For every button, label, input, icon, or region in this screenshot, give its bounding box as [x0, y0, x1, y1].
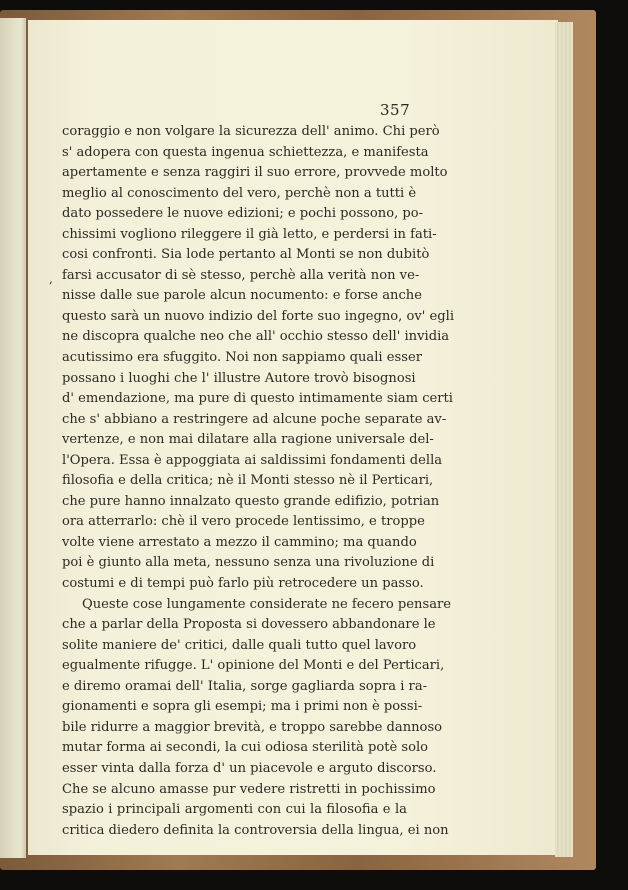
text-line: chissimi vogliono rileggere il già letto, e perdersi in fati-: [62, 226, 437, 242]
text-line: dato possedere le nuove edizioni; e pochi possono, po-: [62, 206, 424, 222]
paragraph-start-line: Queste cose lungamente considerate ne fecero pensare: [82, 596, 452, 612]
text-line: critica diedero definita la controversia della lingua, ei non: [62, 822, 449, 838]
text-line: coraggio e non volgare la sicurezza dell' animo. Chi però: [62, 124, 440, 139]
text-line: che s' abbiano a restringere ad alcune poche separate av-: [62, 411, 447, 427]
text-line: vertenze, e non mai dilatare alla ragione universale del-: [62, 432, 434, 448]
text-line: l'Opera. Essa è appoggiata ai saldissimi fondamenti della: [62, 452, 443, 468]
text-line: meglio al conoscimento del vero, perchè non a tutti è: [62, 185, 417, 201]
text-line: egualmente rifugge. L' opinione del Monti e del Perticari,: [62, 658, 445, 674]
left-page-edge: [0, 18, 26, 858]
text-line: che pure hanno innalzato questo grande edifizio, potrian: [62, 493, 440, 509]
text-line: volte viene arrestato a mezzo il cammino; ma quando: [62, 534, 417, 550]
text-line: ne discopra qualche neo che all' occhio stesso dell' invidia: [62, 329, 450, 345]
page-number: 357: [380, 101, 411, 119]
paragraph-end-line: costumi e di tempi può farlo più retrocedere un passo.: [62, 576, 424, 592]
text-line: gionamenti e sopra gli esempi; ma i primi non è possi-: [62, 699, 423, 715]
text-line: possano i luoghi che l' illustre Autore trovò bisognosi: [62, 370, 416, 386]
text-line: acutissimo era sfuggito. Noi non sappiamo quali esser: [62, 350, 422, 366]
text-line: e diremo oramai dell' Italia, sorge gagliarda sopra i ra-: [62, 678, 428, 694]
text-line: farsi accusator di sè stesso, perchè alla verità non ve-: [62, 267, 420, 283]
text-line: mutar forma ai secondi, la cui odiosa sterilità potè solo: [62, 740, 429, 756]
margin-mark: ,: [49, 272, 53, 286]
text-line: d' emendazione, ma pure di questo intimamente siam certi: [62, 391, 453, 407]
text-line: filosofia e della critica; nè il Monti stesso nè il Perticari,: [62, 473, 434, 489]
text-line: bile ridurre a maggior brevità, e troppo sarebbe dannoso: [62, 719, 443, 735]
text-line: poi è giunto alla meta, nessuno senza una rivoluzione di: [62, 555, 435, 571]
text-line: s' adopera con questa ingenua schiettezza, e manifesta: [62, 144, 429, 160]
text-line: spazio i principali argomenti con cui la filosofia e la: [62, 802, 407, 818]
text-line: nisse dalle sue parole alcun nocumento: e forse anche: [62, 288, 422, 304]
text-line: cosi confronti. Sia lode pertanto al Monti se non dubitò: [62, 247, 430, 263]
text-line: solite maniere de' critici, dalle quali tutto quel lavoro: [62, 637, 417, 653]
text-line: apertamente e senza raggiri il suo errore, provvede molto: [62, 165, 448, 181]
text-line: questo sarà un nuovo indizio del forte suo ingegno, ov' egli: [62, 308, 455, 324]
page-edges: [555, 22, 573, 857]
text-line: esser vinta dalla forza d' un piacevole e arguto discorso.: [62, 760, 437, 776]
text-line: che a parlar della Proposta si dovessero abbandonare le: [62, 617, 436, 633]
text-line: ora atterrarlo: chè il vero procede lentissimo, e troppe: [62, 514, 425, 530]
body-text: [62, 122, 455, 841]
text-line: Che se alcuno amasse pur vedere ristretti in pochissimo: [62, 781, 436, 797]
